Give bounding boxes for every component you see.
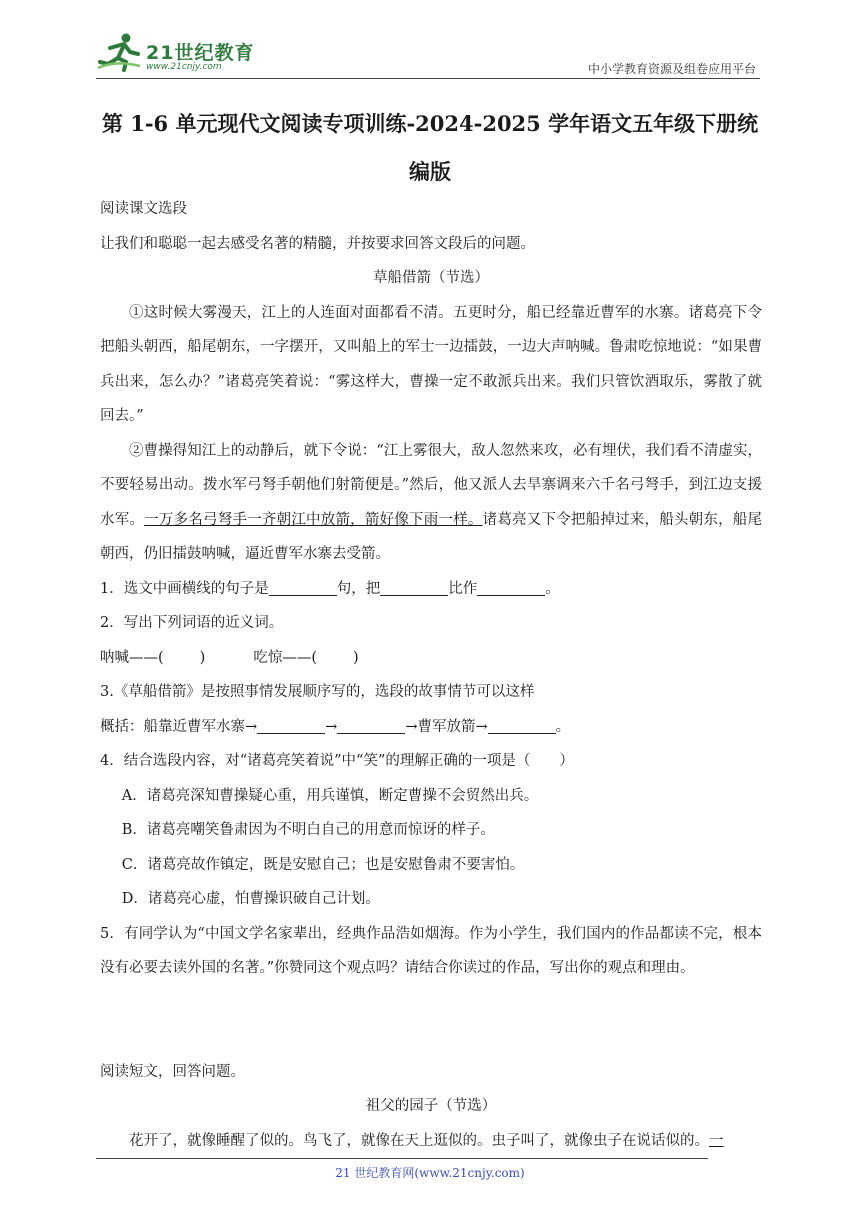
runner-logo-icon [96, 32, 142, 72]
option-c[interactable]: C．诸葛亮故作镇定，既是安慰自己；也是安慰鲁肃不要害怕。 [121, 856, 525, 873]
passage1-para2 [100, 434, 762, 572]
question-1: 1．选文中画横线的句子是 句，把 比作 。 [100, 580, 560, 597]
option-a[interactable]: A．诸葛亮深知曹操疑心重，用兵谨慎，断定曹操不会贸然出兵。 [121, 787, 539, 804]
question-2-words: 呐喊——( ) 吃惊——( ) [100, 649, 359, 666]
answer-blank[interactable] [269, 579, 337, 596]
option-b[interactable]: B．诸葛亮嘲笑鲁肃因为不明白自己的用意而惊讶的样子。 [121, 822, 495, 838]
answer-blank[interactable] [380, 579, 448, 596]
passage1-para1: ①这时候大雾漫天，江上的人连面对面都看不清。五更时分，船已经靠近曹军的水寨。诸葛亮下令把船头朝西，船尾朝东，一字摆开，又叫船上的军士一边擂鼓，一边大声呐喊。鲁肃吃惊地说：“如果曹兵出来，怎么办？”诸葛亮笑着说：“雾这样大，曹操一定不敢派兵出来。我们只管饮酒取乐，雾散了就回去。” [100, 304, 762, 424]
document-body [100, 192, 762, 1158]
logo [96, 32, 266, 76]
question-3-summary: 概括：船靠近曹军水寨→ → →曹军放箭→ 。 [100, 718, 571, 735]
question-5: 5．有同学认为“中国文学名家辈出，经典作品浩如烟海。作为小学生，我们国内的作品都读不完，根本没有必要去读外国的名著。”你赞同这个观点吗？请结合你读过的作品，写出你的观点和理由。 [100, 925, 762, 976]
page-header [96, 28, 760, 79]
underlined-sentence: 一万多名弓弩手一齐朝江中放箭，箭好像下雨一样。 [144, 511, 483, 528]
answer-blank[interactable] [477, 579, 545, 596]
section1-heading: 阅读课文选段 [100, 201, 187, 217]
question-2: 2．写出下列词语的近义词。 [100, 615, 284, 631]
logo-text: 21世纪教育 [146, 42, 255, 64]
underlined-sentence: 一 [709, 1132, 724, 1149]
answer-blank[interactable] [257, 717, 325, 734]
question-4: 4．结合选段内容，对“诸葛亮笑着说”中“笑”的理解正确的一项是（ ） [100, 753, 574, 769]
answer-space[interactable] [100, 986, 762, 1055]
page-title: 第 1-6 单元现代文阅读专项训练-2024-2025 学年语文五年级下册统编版 [101, 111, 759, 184]
passage1-title: 草船借箭（节选） [373, 270, 489, 286]
logo-url: www.21cnjy.com [146, 62, 222, 72]
question-3: 3.《草船借箭》是按照事情发展顺序写的，选段的故事情节可以这样 [100, 684, 535, 700]
section1-intro: 让我们和聪聪一起去感受名著的精髓，并按要求回答文段后的问题。 [100, 235, 535, 252]
platform-name: 中小学教育资源及组卷应用平台 [587, 62, 756, 76]
footer-source[interactable]: 21 世纪教育网(www.21cnjy.com) [335, 1166, 525, 1180]
answer-blank[interactable] [337, 717, 405, 734]
passage2-para1: 花开了，就像睡醒了似的。鸟飞了，就像在天上逛似的。虫子叫了，就像虫子在说话似的。一 [129, 1132, 724, 1149]
option-d[interactable]: D．诸葛亮心虚，怕曹操识破自己计划。 [121, 891, 380, 907]
passage2-title: 祖父的园子（节选） [365, 1098, 497, 1114]
section2-heading: 阅读短文，回答问题。 [100, 1063, 245, 1080]
footer-divider [96, 1158, 708, 1159]
para2-text-a: ②曹操得知江上的动静后，就下令说：“江上雾很大，敌人忽然来攻，必有埋伏，我们看不清虚实，不要轻易出动。拨水军弓弩手朝他们射箭便是。”然后，他又派人去旱寨调来六千名弓弩手，到江边支援水军。 [100, 442, 762, 528]
para2-text-b: 诸葛亮又下令把船掉过来，船头朝东，船尾朝西，仍旧擂鼓呐喊，逼近曹军水寨去受箭。 [100, 511, 763, 562]
answer-blank[interactable] [488, 717, 556, 734]
